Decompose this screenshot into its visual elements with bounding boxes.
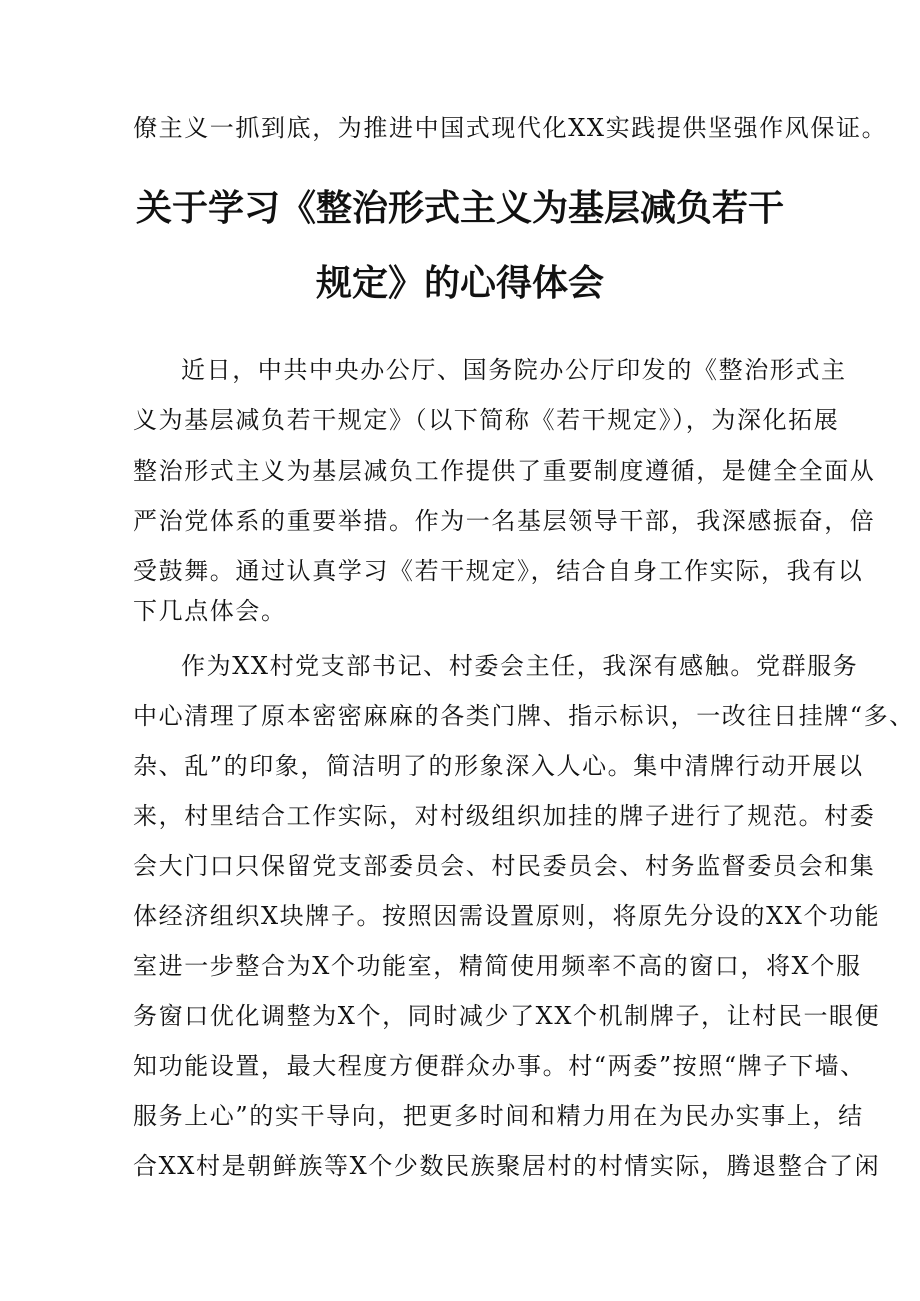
paragraph-line: 务窗口优化调整为X个，同时减少了XX个机制牌子，让村民一眼便 [133,1002,881,1030]
paragraph-line: 作为XX村党支部书记、村委会主任，我深有感触。党群服务 [181,652,859,680]
paragraph-line: 室进一步整合为X个功能室，精简使用频率不高的窗口，将X个服 [133,952,862,980]
paragraph-line: 来，村里结合工作实际，对村级组织加挂的牌子进行了规范。村委 [133,802,876,830]
title-line-2: 规定》的心得体会 [315,263,604,304]
paragraph-line: 体经济组织X块牌子。按照因需设置原则，将原先分设的XX个功能 [133,902,881,930]
paragraph-line: 合XX村是朝鲜族等X个少数民族聚居村的村情实际，腾退整合了闲 [133,1152,881,1180]
paragraph-line: 会大门口只保留党支部委员会、村民委员会、村务监督委员会和集 [133,852,876,880]
paragraph-line: 中心清理了原本密密麻麻的各类门牌、指示标识，一改往日挂牌“多、 [133,702,915,730]
paragraph-line: 受鼓舞。通过认真学习《若干规定》，结合自身工作实际，我有以 [133,557,864,585]
paragraph-line: 下几点体会。 [133,597,287,625]
paragraph-line: 近日，中共中央办公厅、国务院办公厅印发的《整治形式主 [181,356,847,384]
paragraph-line: 杂、乱”的印象，简洁明了的形象深入人心。集中清牌行动开展以 [133,752,864,780]
paragraph-line: 义为基层减负若干规定》（以下简称《若干规定》），为深化拓展 [133,406,840,434]
title-line-1: 关于学习《整治形式主义为基层减负若干 [135,188,784,229]
paragraph-line: 知功能设置，最大程度方便群众办事。村“两委”按照“牌子下墙、 [133,1052,866,1080]
paragraph-line: 整治形式主义为基层减负工作提供了重要制度遵循，是健全全面从 [133,457,876,485]
top-fragment-line: 僚主义一抓到底，为推进中国式现代化XX实践提供坚强作风保证。 [133,114,888,142]
paragraph-line: 严治党体系的重要举措。作为一名基层领导干部，我深感振奋，倍 [133,507,876,535]
paragraph-line: 服务上心”的实干导向，把更多时间和精力用在为民办实事上，结 [133,1102,864,1130]
